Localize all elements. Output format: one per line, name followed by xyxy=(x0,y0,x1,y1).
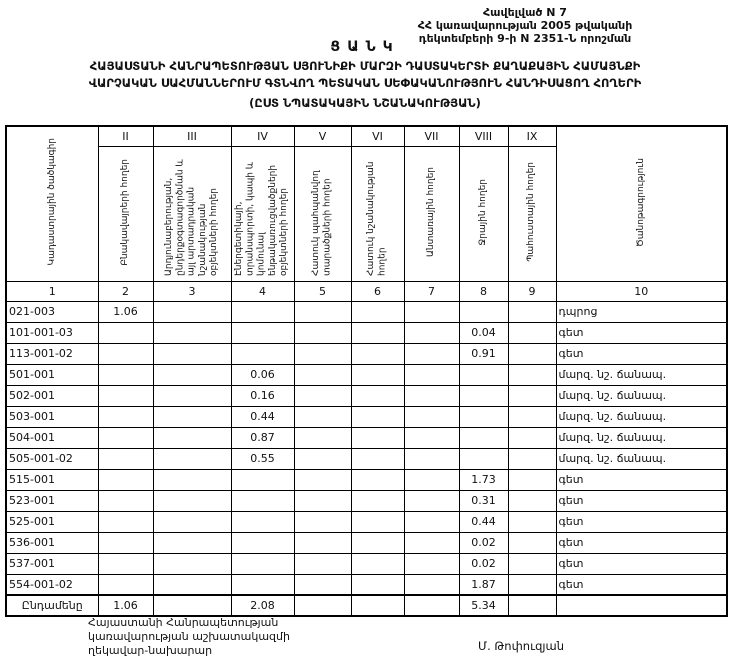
value-cell xyxy=(153,364,231,385)
value-cell xyxy=(404,427,459,448)
value-cell xyxy=(351,553,404,574)
code-cell: 113-001-02 xyxy=(6,343,98,364)
value-cell xyxy=(98,427,153,448)
value-cell xyxy=(404,574,459,595)
value-cell xyxy=(404,469,459,490)
value-cell xyxy=(404,301,459,322)
value-cell: 0.91 xyxy=(459,343,508,364)
value-cell xyxy=(508,469,556,490)
value-cell xyxy=(459,301,508,322)
value-cell xyxy=(294,364,351,385)
header-industrial-lands xyxy=(153,146,231,281)
value-cell xyxy=(294,511,351,532)
roman-VIII: VIII xyxy=(459,126,508,146)
value-cell xyxy=(153,511,231,532)
col-num-6: 6 xyxy=(351,281,404,301)
value-cell xyxy=(404,490,459,511)
col-num-8: 8 xyxy=(459,281,508,301)
vertical-header-text: Հատուկ նշանակության հողեր xyxy=(366,161,388,276)
note-cell: գետ xyxy=(556,532,727,553)
value-cell: 0.44 xyxy=(459,511,508,532)
vertical-header-text: Ծանոթագրություն xyxy=(635,157,646,247)
code-cell: 101-001-03 xyxy=(6,322,98,343)
value-cell xyxy=(98,511,153,532)
header-energy-transport-lands xyxy=(231,146,294,281)
value-cell xyxy=(98,553,153,574)
total-value-cell: 1.06 xyxy=(98,595,153,616)
value-cell xyxy=(351,574,404,595)
signatory-title-line3: ղեկավար-նախարար xyxy=(88,644,213,657)
roman-II: II xyxy=(98,126,153,146)
vertical-header-text: Էներգետիկայի, տրանսպորտի, կապի և կոմունալ ենթակառուցվածքների օբյեկտների հողեր xyxy=(234,161,290,276)
value-cell xyxy=(508,427,556,448)
value-cell xyxy=(351,322,404,343)
col-num-4: 4 xyxy=(231,281,294,301)
code-cell: 537-001 xyxy=(6,553,98,574)
value-cell xyxy=(153,469,231,490)
value-cell xyxy=(508,343,556,364)
value-cell xyxy=(231,532,294,553)
value-cell xyxy=(351,532,404,553)
table-row xyxy=(6,406,727,427)
land-parcels-table xyxy=(5,125,728,617)
col-num-7: 7 xyxy=(404,281,459,301)
total-value-cell xyxy=(404,595,459,616)
code-cell: 501-001 xyxy=(6,364,98,385)
value-cell xyxy=(294,322,351,343)
vertical-header-text: Պահուստային հողեր xyxy=(526,162,537,262)
value-cell: 0.31 xyxy=(459,490,508,511)
code-cell: 502-001 xyxy=(6,385,98,406)
code-cell: 523-001 xyxy=(6,490,98,511)
total-value-cell: 5.34 xyxy=(459,595,508,616)
value-cell xyxy=(404,385,459,406)
note-cell: գետ xyxy=(556,343,727,364)
value-cell xyxy=(351,490,404,511)
value-cell xyxy=(98,574,153,595)
value-cell xyxy=(294,574,351,595)
col-num-2: 2 xyxy=(98,281,153,301)
value-cell xyxy=(351,301,404,322)
value-cell xyxy=(404,448,459,469)
table-row xyxy=(6,469,727,490)
value-cell xyxy=(351,364,404,385)
document-title-line1: ՀԱՅԱՍՏԱՆԻ ՀԱՆՐԱՊԵՏՈՒԹՅԱՆ ՍՅՈՒՆԻՔԻ ՄԱՐԶԻ ԴԱՍՏԱԿԵՐՏԻ ՔԱՂԱՔԱՅԻՆ ՀԱՄԱՅՆՔԻ xyxy=(89,59,641,73)
header-settlement-lands xyxy=(98,146,153,281)
value-cell xyxy=(98,532,153,553)
value-cell xyxy=(294,406,351,427)
value-cell xyxy=(98,448,153,469)
value-cell xyxy=(459,385,508,406)
value-cell xyxy=(351,511,404,532)
table-row xyxy=(6,574,727,595)
table-row xyxy=(6,553,727,574)
value-cell xyxy=(351,406,404,427)
value-cell xyxy=(231,469,294,490)
value-cell xyxy=(98,406,153,427)
note-cell: մարզ. նշ. ճանապ. xyxy=(556,406,727,427)
value-cell xyxy=(404,511,459,532)
value-cell xyxy=(508,448,556,469)
value-cell: 0.02 xyxy=(459,553,508,574)
value-cell xyxy=(153,427,231,448)
value-cell xyxy=(153,343,231,364)
column-number-row xyxy=(6,281,727,301)
vertical-header-text: Արդյունաբերության, ընդերքօգտագործման և այլ արտադրական նշանակության օբյեկտների հողեր xyxy=(163,159,219,276)
value-cell xyxy=(508,532,556,553)
code-cell: 021-003 xyxy=(6,301,98,322)
value-cell xyxy=(404,343,459,364)
roman-numeral-row xyxy=(6,126,727,146)
col-num-3: 3 xyxy=(153,281,231,301)
note-cell: գետ xyxy=(556,322,727,343)
value-cell: 0.16 xyxy=(231,385,294,406)
value-cell xyxy=(294,448,351,469)
value-cell: 1.73 xyxy=(459,469,508,490)
note-cell: դպրոց xyxy=(556,301,727,322)
value-cell xyxy=(351,385,404,406)
note-cell: գետ xyxy=(556,574,727,595)
code-cell: 525-001 xyxy=(6,511,98,532)
value-cell xyxy=(351,469,404,490)
value-cell: 1.87 xyxy=(459,574,508,595)
value-cell xyxy=(231,490,294,511)
value-cell xyxy=(231,322,294,343)
roman-V: V xyxy=(294,126,351,146)
table-row xyxy=(6,490,727,511)
value-cell xyxy=(508,364,556,385)
value-cell xyxy=(508,574,556,595)
value-cell xyxy=(508,490,556,511)
table-row xyxy=(6,511,727,532)
value-cell xyxy=(508,511,556,532)
document-title-line2: ՎԱՐՉԱԿԱՆ ՍԱՀՄԱՆՆԵՐՈՒՄ ԳՏՆՎՈՂ ՊԵՏԱԿԱՆ ՍԵՓԱԿԱՆՈՒԹՅՈՒՆ ՀԱՆԴԻՍԱՑՈՂ ՀՈՂԵՐԻ xyxy=(88,76,642,90)
header-note xyxy=(556,126,727,281)
value-cell xyxy=(351,448,404,469)
value-cell xyxy=(404,532,459,553)
col-num-1: 1 xyxy=(6,281,98,301)
header-reserve-lands xyxy=(508,146,556,281)
value-cell xyxy=(508,301,556,322)
value-cell: 0.02 xyxy=(459,532,508,553)
value-cell xyxy=(98,322,153,343)
value-cell: 0.04 xyxy=(459,322,508,343)
header-water-lands xyxy=(459,146,508,281)
value-cell xyxy=(508,385,556,406)
value-cell xyxy=(294,469,351,490)
value-cell: 0.06 xyxy=(231,364,294,385)
government-decision-line2: դեկտեմբերի 9-ի N 2351-Ն որոշման xyxy=(418,32,632,45)
note-cell: գետ xyxy=(556,490,727,511)
value-cell xyxy=(153,532,231,553)
value-cell xyxy=(404,364,459,385)
value-cell: 1.06 xyxy=(98,301,153,322)
document-title-cank: ՑԱՆԿ xyxy=(330,39,400,55)
signatory-name: Մ. Թոփուզյան xyxy=(478,639,564,653)
note-cell: մարզ. նշ. ճանապ. xyxy=(556,448,727,469)
table-row xyxy=(6,448,727,469)
vertical-header-text: Կադաստրային ծածկագիր xyxy=(46,138,57,266)
table-row xyxy=(6,427,727,448)
table-row xyxy=(6,364,727,385)
value-cell xyxy=(98,469,153,490)
note-cell: մարզ. նշ. ճանապ. xyxy=(556,364,727,385)
header-special-purpose-lands xyxy=(351,146,404,281)
value-cell xyxy=(351,427,404,448)
header-protected-lands xyxy=(294,146,351,281)
document-title-line3: (ԸՍՏ ՆՊԱՏԱԿԱՅԻՆ ՆՇԱՆԱԿՈՒԹՅԱՆ) xyxy=(249,96,481,110)
signatory-title-block xyxy=(88,616,388,658)
value-cell xyxy=(459,364,508,385)
value-cell: 0.87 xyxy=(231,427,294,448)
note-cell: մարզ. նշ. ճանապ. xyxy=(556,385,727,406)
value-cell xyxy=(294,301,351,322)
total-value-cell xyxy=(153,595,231,616)
value-cell xyxy=(294,385,351,406)
table-row xyxy=(6,532,727,553)
header-forest-lands xyxy=(404,146,459,281)
value-cell xyxy=(153,385,231,406)
value-cell xyxy=(153,490,231,511)
value-cell xyxy=(153,553,231,574)
roman-VII: VII xyxy=(404,126,459,146)
roman-III: III xyxy=(153,126,231,146)
value-cell xyxy=(404,406,459,427)
value-cell xyxy=(294,553,351,574)
value-cell xyxy=(231,553,294,574)
col-num-10: 10 xyxy=(556,281,727,301)
col-num-5: 5 xyxy=(294,281,351,301)
appendix-number: Հավելված N 7 xyxy=(483,6,567,19)
total-label: Ընդամենը xyxy=(6,595,98,616)
code-cell: 536-001 xyxy=(6,532,98,553)
col-num-9: 9 xyxy=(508,281,556,301)
value-cell xyxy=(98,343,153,364)
code-cell: 515-001 xyxy=(6,469,98,490)
value-cell xyxy=(153,574,231,595)
value-cell xyxy=(459,448,508,469)
roman-IV: IV xyxy=(231,126,294,146)
total-value-cell: 2.08 xyxy=(231,595,294,616)
total-value-cell xyxy=(508,595,556,616)
roman-IX: IX xyxy=(508,126,556,146)
table-row xyxy=(6,301,727,322)
value-cell xyxy=(459,427,508,448)
roman-VI: VI xyxy=(351,126,404,146)
value-cell xyxy=(404,553,459,574)
code-cell: 504-001 xyxy=(6,427,98,448)
value-cell: 0.55 xyxy=(231,448,294,469)
value-cell xyxy=(351,343,404,364)
table-row xyxy=(6,343,727,364)
code-cell: 503-001 xyxy=(6,406,98,427)
value-cell xyxy=(294,427,351,448)
table-row xyxy=(6,385,727,406)
value-cell xyxy=(153,448,231,469)
note-cell: գետ xyxy=(556,553,727,574)
value-cell xyxy=(231,343,294,364)
note-cell: մարզ. նշ. ճանապ. xyxy=(556,427,727,448)
total-note-cell xyxy=(556,595,727,616)
value-cell xyxy=(508,322,556,343)
value-cell xyxy=(98,385,153,406)
value-cell xyxy=(231,301,294,322)
value-cell xyxy=(459,406,508,427)
signatory-title-line2: կառավարության աշխատակազմի xyxy=(88,630,290,643)
value-cell xyxy=(231,574,294,595)
value-cell xyxy=(98,364,153,385)
value-cell xyxy=(231,511,294,532)
vertical-header-text: Անտառային հողեր xyxy=(425,167,436,257)
total-row xyxy=(6,595,727,616)
vertical-header-text: Ջրային հողեր xyxy=(477,178,488,246)
note-cell: գետ xyxy=(556,469,727,490)
value-cell xyxy=(294,490,351,511)
signatory-title-line1: Հայաստանի Հանրապետության xyxy=(88,616,279,629)
value-cell xyxy=(153,301,231,322)
value-cell xyxy=(404,322,459,343)
vertical-header-text: Բնակավայրերի հողեր xyxy=(119,158,130,266)
value-cell: 0.44 xyxy=(231,406,294,427)
value-cell xyxy=(153,322,231,343)
note-cell: գետ xyxy=(556,511,727,532)
code-cell: 505-001-02 xyxy=(6,448,98,469)
total-value-cell xyxy=(351,595,404,616)
value-cell xyxy=(153,406,231,427)
value-cell xyxy=(508,553,556,574)
table-row xyxy=(6,322,727,343)
header-cadastral-code xyxy=(6,126,98,281)
value-cell xyxy=(508,406,556,427)
total-value-cell xyxy=(294,595,351,616)
government-decision-line1: ՀՀ կառավարության 2005 թվականի xyxy=(417,19,633,32)
value-cell xyxy=(98,490,153,511)
value-cell xyxy=(294,532,351,553)
vertical-header-text: Հատուկ պահպանվող տարածքների հողեր xyxy=(311,170,333,276)
value-cell xyxy=(294,343,351,364)
code-cell: 554-001-02 xyxy=(6,574,98,595)
